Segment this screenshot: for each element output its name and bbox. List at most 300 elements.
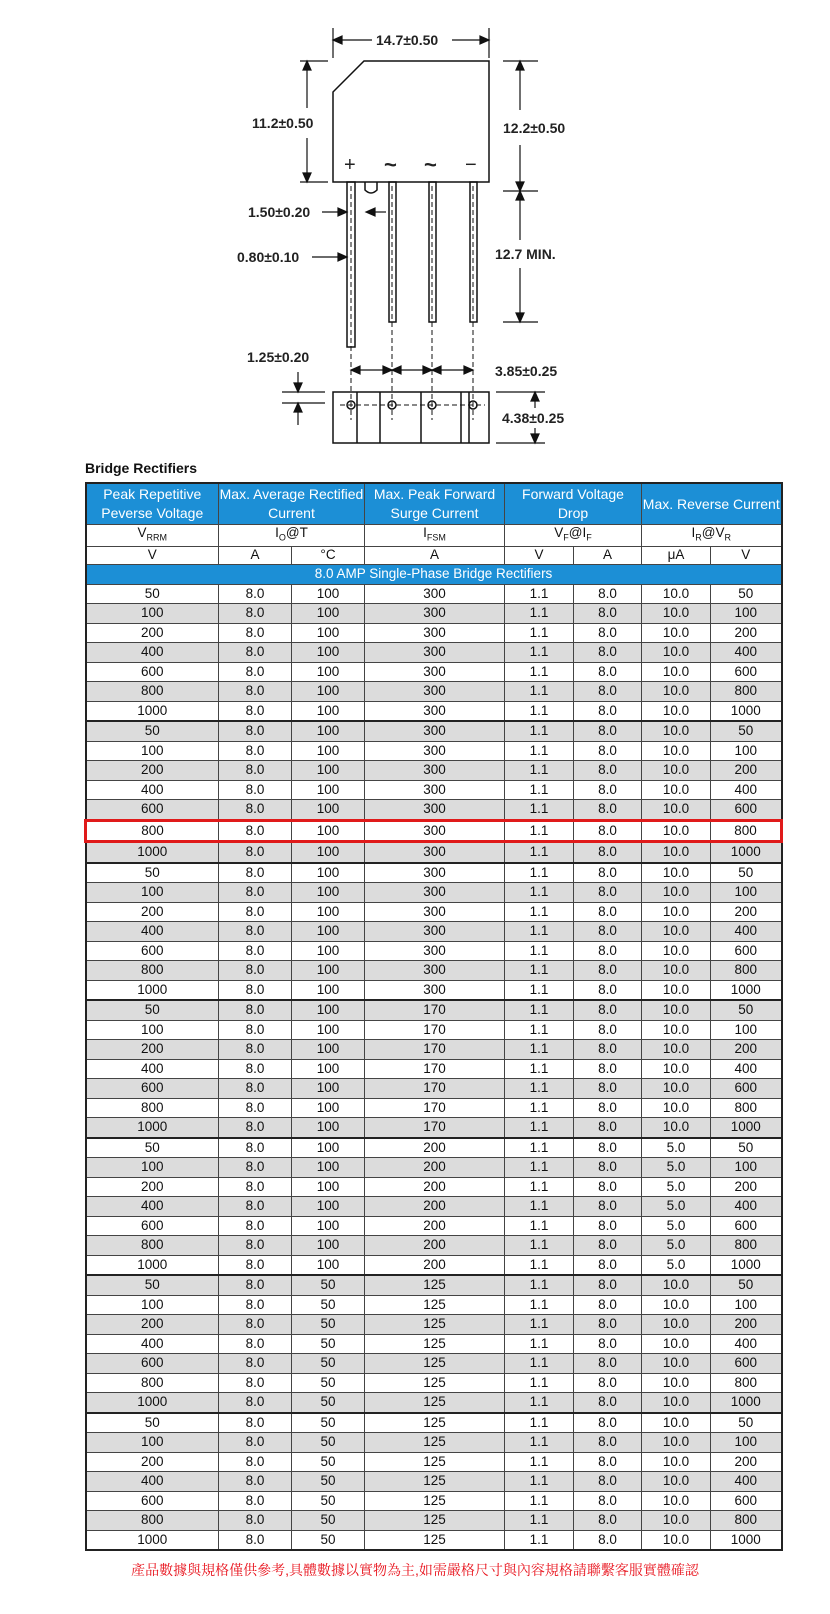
table-cell: 200 — [365, 1255, 505, 1275]
table-cell: 8.0 — [574, 1158, 642, 1178]
table-cell: 100 — [292, 1118, 365, 1138]
pin-ac2-label: ~ — [424, 152, 437, 177]
table-cell: 600 — [86, 941, 219, 961]
table-cell: 50 — [711, 1000, 782, 1020]
table-cell: 50 — [86, 1138, 219, 1158]
table-cell: 10.0 — [642, 1452, 711, 1472]
table-cell: 1.1 — [505, 1255, 574, 1275]
table-cell: 200 — [711, 902, 782, 922]
table-cell: 8.0 — [219, 941, 292, 961]
symbol-ifsm: $I_{FSM}$ — [365, 525, 505, 547]
table-row — [86, 1452, 782, 1472]
table-row — [86, 842, 782, 863]
table-cell: 1.1 — [505, 1491, 574, 1511]
table-cell: 300 — [365, 721, 505, 741]
table-cell: 8.0 — [219, 741, 292, 761]
dim-bottom-left-label: 1.25±0.20 — [247, 349, 310, 365]
table-cell: 5.0 — [642, 1236, 711, 1256]
table-cell: 400 — [86, 1059, 219, 1079]
table-cell: 10.0 — [642, 662, 711, 682]
table-cell: 400 — [86, 1472, 219, 1492]
table-cell: 10.0 — [642, 922, 711, 942]
table-cell: 8.0 — [574, 721, 642, 741]
table-row — [86, 761, 782, 781]
table-cell: 1.1 — [505, 1354, 574, 1374]
table-row — [86, 1040, 782, 1060]
table-row — [86, 584, 782, 604]
table-row — [86, 1138, 782, 1158]
table-cell: 800 — [86, 1511, 219, 1531]
table-cell: 1.1 — [505, 604, 574, 624]
table-cell: 1000 — [86, 1255, 219, 1275]
table-cell: 8.0 — [219, 662, 292, 682]
table-row — [86, 1472, 782, 1492]
table-cell: 800 — [711, 820, 782, 842]
table-row — [86, 1433, 782, 1453]
table-cell: 1.1 — [505, 1334, 574, 1354]
table-cell: 100 — [292, 1000, 365, 1020]
table-cell: 8.0 — [574, 761, 642, 781]
table-row — [86, 721, 782, 741]
table-cell: 10.0 — [642, 604, 711, 624]
table-cell: 800 — [86, 1373, 219, 1393]
table-row — [86, 1216, 782, 1236]
table-cell: 100 — [292, 604, 365, 624]
table-cell: 125 — [365, 1354, 505, 1374]
table-cell: 100 — [292, 682, 365, 702]
table-cell: 1000 — [86, 980, 219, 1000]
table-cell: 600 — [86, 662, 219, 682]
header-voltage: Peak Repetitive Peverse Voltage — [86, 483, 219, 525]
table-cell: 400 — [86, 643, 219, 663]
table-cell: 100 — [292, 662, 365, 682]
table-cell: 50 — [292, 1315, 365, 1335]
table-cell: 10.0 — [642, 1118, 711, 1138]
table-cell: 170 — [365, 1098, 505, 1118]
table-cell: 8.0 — [574, 741, 642, 761]
table-cell: 300 — [365, 800, 505, 821]
table-cell: 8.0 — [574, 883, 642, 903]
table-cell: 8.0 — [219, 1255, 292, 1275]
table-cell: 8.0 — [219, 682, 292, 702]
table-cell: 100 — [292, 941, 365, 961]
table-cell: 8.0 — [574, 1216, 642, 1236]
table-cell: 170 — [365, 1079, 505, 1099]
table-cell: 200 — [86, 1177, 219, 1197]
table-cell: 8.0 — [219, 1079, 292, 1099]
table-cell: 1.1 — [505, 1138, 574, 1158]
table-cell: 5.0 — [642, 1255, 711, 1275]
table-cell: 50 — [292, 1275, 365, 1295]
table-cell: 10.0 — [642, 1098, 711, 1118]
table-cell: 8.0 — [219, 701, 292, 721]
table-cell: 1.1 — [505, 863, 574, 883]
unit-cell: V — [86, 546, 219, 564]
table-cell: 10.0 — [642, 1334, 711, 1354]
table-cell: 5.0 — [642, 1177, 711, 1197]
table-cell: 8.0 — [219, 1059, 292, 1079]
unit-cell: °C — [292, 546, 365, 564]
table-cell: 300 — [365, 682, 505, 702]
table-cell: 10.0 — [642, 961, 711, 981]
table-cell: 600 — [86, 800, 219, 821]
table-cell: 300 — [365, 604, 505, 624]
package-outline-drawing — [0, 0, 830, 455]
table-cell: 8.0 — [219, 1472, 292, 1492]
table-cell: 1.1 — [505, 1472, 574, 1492]
table-row — [86, 780, 782, 800]
table-cell: 300 — [365, 980, 505, 1000]
unit-cell: A — [574, 546, 642, 564]
table-cell: 8.0 — [574, 1079, 642, 1099]
table-cell: 1.1 — [505, 1433, 574, 1453]
dim-width-label: 14.7±0.50 — [376, 32, 439, 48]
table-cell: 100 — [292, 1177, 365, 1197]
table-row — [86, 1177, 782, 1197]
table-row — [86, 1020, 782, 1040]
table-cell: 50 — [711, 1413, 782, 1433]
table-cell: 1.1 — [505, 1020, 574, 1040]
table-cell: 100 — [711, 1433, 782, 1453]
table-cell: 1000 — [711, 1255, 782, 1275]
table-cell: 10.0 — [642, 1393, 711, 1413]
table-cell: 5.0 — [642, 1158, 711, 1178]
table-cell: 1000 — [86, 701, 219, 721]
table-cell: 8.0 — [219, 1433, 292, 1453]
table-cell: 8.0 — [219, 1197, 292, 1217]
table-cell: 170 — [365, 1020, 505, 1040]
table-row — [86, 883, 782, 903]
table-cell: 1.1 — [505, 1000, 574, 1020]
header-current: Max. Average Rectified Current — [219, 483, 365, 525]
table-cell: 100 — [292, 902, 365, 922]
table-cell: 300 — [365, 741, 505, 761]
table-cell: 400 — [711, 1197, 782, 1217]
table-cell: 1.1 — [505, 1197, 574, 1217]
table-cell: 200 — [711, 1177, 782, 1197]
table-cell: 8.0 — [574, 1491, 642, 1511]
table-cell: 100 — [711, 883, 782, 903]
table-cell: 10.0 — [642, 1530, 711, 1550]
spec-table — [84, 482, 783, 1551]
table-cell: 8.0 — [219, 902, 292, 922]
table-cell: 200 — [365, 1138, 505, 1158]
table-cell: 8.0 — [219, 1295, 292, 1315]
table-cell: 8.0 — [574, 623, 642, 643]
table-cell: 8.0 — [574, 1236, 642, 1256]
table-cell: 8.0 — [219, 1216, 292, 1236]
table-cell: 10.0 — [642, 1059, 711, 1079]
table-cell: 8.0 — [574, 863, 642, 883]
table-row — [86, 1530, 782, 1550]
table-cell: 200 — [365, 1216, 505, 1236]
table-cell: 8.0 — [574, 1354, 642, 1374]
table-row — [86, 701, 782, 721]
table-cell: 400 — [711, 1472, 782, 1492]
table-row — [86, 980, 782, 1000]
table-row — [86, 1491, 782, 1511]
table-cell: 10.0 — [642, 1000, 711, 1020]
table-cell: 400 — [86, 1334, 219, 1354]
table-cell: 8.0 — [219, 1098, 292, 1118]
table-cell: 50 — [86, 863, 219, 883]
table-cell: 50 — [292, 1334, 365, 1354]
table-cell: 8.0 — [574, 1393, 642, 1413]
table-cell: 1.1 — [505, 961, 574, 981]
table-cell: 1.1 — [505, 682, 574, 702]
table-cell: 8.0 — [574, 1433, 642, 1453]
table-cell: 1.1 — [505, 1511, 574, 1531]
table-cell: 200 — [711, 1040, 782, 1060]
symbol-vrrm: $V_{RRM}$ — [86, 525, 219, 547]
table-cell: 1000 — [711, 1530, 782, 1550]
table-cell: 5.0 — [642, 1216, 711, 1236]
symbol-ir: $I_R@V_R$ — [642, 525, 782, 547]
table-cell: 400 — [711, 643, 782, 663]
table-cell: 1.1 — [505, 883, 574, 903]
table-cell: 8.0 — [219, 842, 292, 863]
table-cell: 100 — [292, 1079, 365, 1099]
table-cell: 125 — [365, 1315, 505, 1335]
table-cell: 100 — [292, 800, 365, 821]
table-cell: 1.1 — [505, 780, 574, 800]
table-cell: 100 — [86, 604, 219, 624]
table-cell: 125 — [365, 1472, 505, 1492]
table-cell: 300 — [365, 761, 505, 781]
table-cell: 8.0 — [219, 1452, 292, 1472]
table-cell: 800 — [711, 1236, 782, 1256]
table-cell: 1.1 — [505, 701, 574, 721]
table-cell: 8.0 — [574, 800, 642, 821]
header-forward-drop: Forward Voltage Drop — [505, 483, 642, 525]
table-row — [86, 1295, 782, 1315]
table-cell: 10.0 — [642, 682, 711, 702]
table-cell: 8.0 — [219, 584, 292, 604]
table-cell: 100 — [292, 741, 365, 761]
table-cell: 600 — [711, 1491, 782, 1511]
table-cell: 8.0 — [574, 941, 642, 961]
table-cell: 200 — [711, 761, 782, 781]
table-cell: 600 — [711, 941, 782, 961]
table-cell: 125 — [365, 1413, 505, 1433]
table-cell: 800 — [86, 961, 219, 981]
table-cell: 50 — [292, 1511, 365, 1531]
pin-plus-label: + — [344, 154, 356, 176]
table-cell: 100 — [292, 780, 365, 800]
table-cell: 50 — [292, 1354, 365, 1374]
footer-note: 產品數據與規格僅供參考,具體數據以實物為主,如需嚴格尺寸與內容規格請聯繫客服實體確認 — [131, 1562, 699, 1578]
table-cell: 8.0 — [219, 1020, 292, 1040]
table-row — [86, 741, 782, 761]
unit-row — [86, 546, 782, 564]
table-cell: 8.0 — [219, 1354, 292, 1374]
table-cell: 800 — [711, 961, 782, 981]
table-cell: 400 — [711, 1334, 782, 1354]
unit-cell: A — [365, 546, 505, 564]
table-cell: 100 — [292, 1158, 365, 1178]
table-cell: 50 — [86, 1413, 219, 1433]
table-row — [86, 1413, 782, 1433]
table-cell: 8.0 — [574, 1118, 642, 1138]
table-cell: 50 — [86, 721, 219, 741]
table-cell: 1.1 — [505, 941, 574, 961]
table-row — [86, 1334, 782, 1354]
table-cell: 1.1 — [505, 1059, 574, 1079]
table-cell: 300 — [365, 922, 505, 942]
table-cell: 50 — [292, 1295, 365, 1315]
table-cell: 200 — [86, 1452, 219, 1472]
table-cell: 125 — [365, 1334, 505, 1354]
table-cell: 10.0 — [642, 800, 711, 821]
table-cell: 1.1 — [505, 1295, 574, 1315]
table-cell: 8.0 — [219, 1236, 292, 1256]
header-row — [86, 483, 782, 525]
table-cell: 8.0 — [219, 863, 292, 883]
table-cell: 400 — [86, 780, 219, 800]
table-row — [86, 1354, 782, 1374]
table-row — [86, 800, 782, 821]
table-cell: 300 — [365, 584, 505, 604]
table-cell: 300 — [365, 961, 505, 981]
table-cell: 8.0 — [219, 1000, 292, 1020]
table-cell: 10.0 — [642, 1433, 711, 1453]
table-cell: 8.0 — [219, 1158, 292, 1178]
table-cell: 100 — [292, 584, 365, 604]
table-cell: 10.0 — [642, 721, 711, 741]
table-cell: 100 — [292, 961, 365, 981]
dim-height-left-label: 11.2±0.50 — [252, 115, 314, 131]
table-cell: 8.0 — [574, 780, 642, 800]
table-cell: 10.0 — [642, 761, 711, 781]
header-surge: Max. Peak Forward Surge Current — [365, 483, 505, 525]
table-cell: 1.1 — [505, 1275, 574, 1295]
table-cell: 8.0 — [219, 961, 292, 981]
table-cell: 300 — [365, 780, 505, 800]
table-cell: 50 — [292, 1472, 365, 1492]
table-row — [86, 1275, 782, 1295]
table-cell: 400 — [711, 1059, 782, 1079]
table-cell: 10.0 — [642, 1472, 711, 1492]
table-cell: 8.0 — [574, 980, 642, 1000]
pin-minus-label: − — [465, 154, 477, 176]
unit-cell: V — [711, 546, 782, 564]
table-cell: 50 — [711, 863, 782, 883]
table-cell: 125 — [365, 1295, 505, 1315]
table-cell: 1.1 — [505, 1118, 574, 1138]
table-cell: 200 — [86, 1315, 219, 1335]
table-cell: 10.0 — [642, 1275, 711, 1295]
table-cell: 100 — [711, 1020, 782, 1040]
table-cell: 400 — [711, 922, 782, 942]
table-row — [86, 863, 782, 883]
table-cell: 1.1 — [505, 584, 574, 604]
table-cell: 400 — [86, 1197, 219, 1217]
table-cell: 8.0 — [219, 1040, 292, 1060]
table-cell: 8.0 — [574, 1413, 642, 1433]
table-cell: 1.1 — [505, 643, 574, 663]
table-banner: 8.0 AMP Single-Phase Bridge Rectifiers — [86, 564, 782, 584]
table-cell: 170 — [365, 1118, 505, 1138]
table-cell: 10.0 — [642, 701, 711, 721]
table-cell: 50 — [711, 721, 782, 741]
dim-height-right-label: 12.2±0.50 — [503, 120, 566, 136]
table-cell: 8.0 — [574, 1373, 642, 1393]
table-cell: 8.0 — [219, 1177, 292, 1197]
table-cell: 125 — [365, 1373, 505, 1393]
table-cell: 8.0 — [574, 1511, 642, 1531]
dim-lead-width-label: 0.80±0.10 — [237, 249, 300, 265]
table-cell: 8.0 — [574, 1275, 642, 1295]
table-cell: 8.0 — [219, 820, 292, 842]
table-cell: 300 — [365, 643, 505, 663]
table-cell: 100 — [86, 1020, 219, 1040]
table-cell: 10.0 — [642, 780, 711, 800]
table-cell: 125 — [365, 1530, 505, 1550]
table-cell: 8.0 — [574, 902, 642, 922]
table-cell: 300 — [365, 941, 505, 961]
table-row — [86, 1098, 782, 1118]
table-cell: 800 — [711, 1098, 782, 1118]
table-cell: 8.0 — [574, 922, 642, 942]
table-cell: 200 — [365, 1177, 505, 1197]
table-cell: 800 — [86, 682, 219, 702]
table-cell: 100 — [292, 842, 365, 863]
table-cell: 1.1 — [505, 1315, 574, 1335]
dim-lead-length-label: 12.7 MIN. — [495, 246, 556, 262]
table-cell: 100 — [292, 643, 365, 663]
table-cell: 300 — [365, 863, 505, 883]
table-cell: 1000 — [86, 1118, 219, 1138]
table-cell: 800 — [711, 1511, 782, 1531]
table-cell: 10.0 — [642, 1295, 711, 1315]
table-cell: 200 — [86, 623, 219, 643]
section-title: Bridge Rectifiers — [85, 460, 198, 476]
table-cell: 1.1 — [505, 1079, 574, 1099]
table-cell: 8.0 — [574, 643, 642, 663]
table-cell: 1.1 — [505, 1236, 574, 1256]
table-cell: 1000 — [711, 1118, 782, 1138]
table-cell: 8.0 — [574, 1059, 642, 1079]
table-cell: 8.0 — [574, 584, 642, 604]
table-cell: 100 — [711, 604, 782, 624]
table-cell: 1.1 — [505, 1452, 574, 1472]
table-row — [86, 1000, 782, 1020]
table-cell: 8.0 — [574, 1334, 642, 1354]
table-row — [86, 662, 782, 682]
table-cell: 8.0 — [574, 1452, 642, 1472]
table-cell: 8.0 — [219, 604, 292, 624]
table-cell: 8.0 — [219, 1315, 292, 1335]
table-cell: 300 — [365, 820, 505, 842]
table-cell: 600 — [86, 1079, 219, 1099]
table-cell: 170 — [365, 1000, 505, 1020]
table-row — [86, 623, 782, 643]
unit-cell: A — [219, 546, 292, 564]
table-cell: 1.1 — [505, 741, 574, 761]
table-cell: 100 — [711, 1158, 782, 1178]
table-cell: 100 — [292, 1040, 365, 1060]
table-cell: 125 — [365, 1433, 505, 1453]
header-reverse-current: Max. Reverse Current — [642, 483, 782, 525]
table-cell: 300 — [365, 902, 505, 922]
table-cell: 8.0 — [219, 1413, 292, 1433]
table-cell: 600 — [711, 1354, 782, 1374]
table-cell: 1.1 — [505, 1177, 574, 1197]
table-cell: 100 — [711, 741, 782, 761]
symbol-row — [86, 525, 782, 547]
table-cell: 125 — [365, 1491, 505, 1511]
table-cell: 1000 — [711, 1393, 782, 1413]
